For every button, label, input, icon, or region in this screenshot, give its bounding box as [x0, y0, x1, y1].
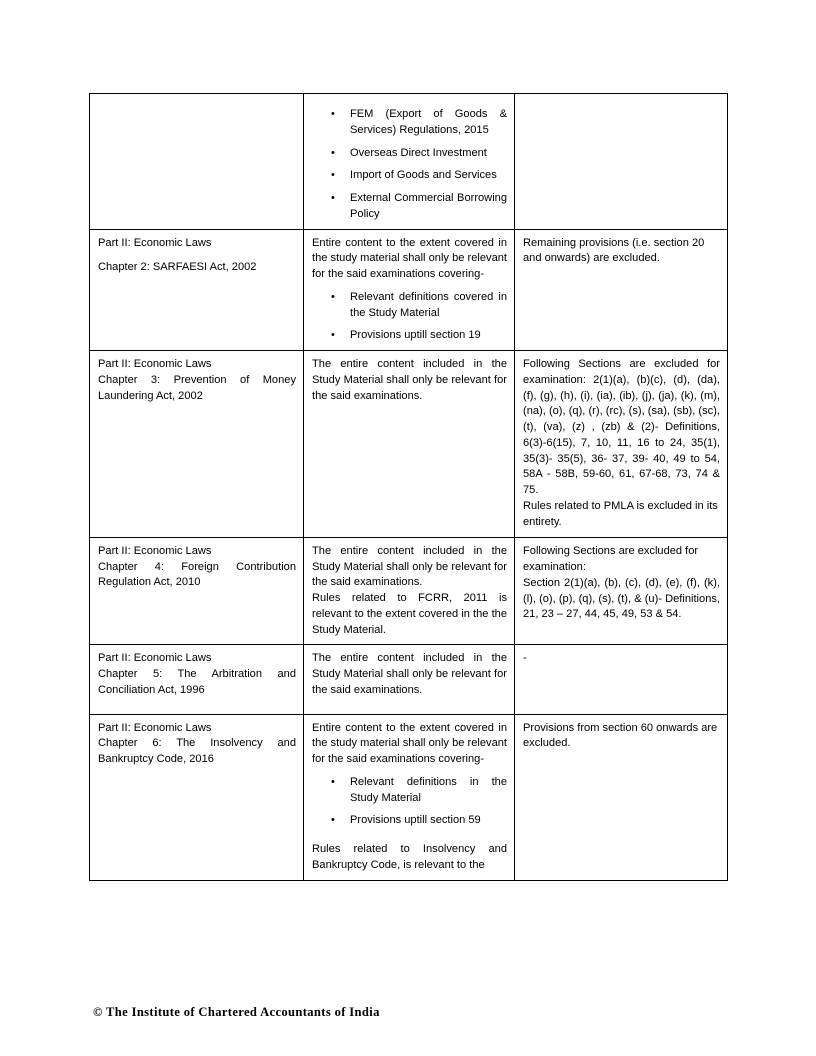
- cell-chapter: [90, 645, 304, 714]
- chapter-title: Chapter 4: Foreign Contribution Regulation Act, 2010: [98, 560, 296, 589]
- exclusion-text: Following Sections are excluded for examination: 2(1)(a), (b)(c), (d), (da), (f), (g), (h), (i), (ia), (ib), (j), (ja), (k), (m), (na), (o), (q), (r), (rc), (s), (sa), (sb), (sc), (t), (va), (z) , (zb) & (2)- Definitions, 6(3)-6(15), 7, 10, 11, 16 to 24, 35(1), 35(3)- 35(5), 36- 37, 39- 40, 49 to 54, 58A - 58B, 59-60, 61, 67-68, 73, 74 & 75.: [523, 358, 720, 496]
- cell-chapter: [90, 537, 304, 645]
- chapter-part-label: Part II: Economic Laws: [98, 358, 212, 370]
- list-item-label: External Commercial Borrowing Policy: [350, 192, 507, 220]
- exclusion-text: Rules related to PMLA is excluded in its entirety.: [523, 500, 718, 528]
- cell-coverage: [304, 537, 515, 645]
- coverage-intro: Entire content to the extent covered in the study material shall only be relevant for the said examinations covering-: [312, 236, 507, 280]
- chapter-part-label: Part II: Economic Laws: [98, 236, 212, 249]
- exclusion-heading: Following Sections are excluded for examination:: [523, 544, 699, 573]
- exclusion-text: Remaining provisions (i.e. section 20 and onwards) are excluded.: [523, 236, 705, 265]
- list-item: [312, 107, 507, 139]
- cell-chapter: [90, 351, 304, 538]
- bullet-icon: •: [331, 192, 335, 204]
- table-row: [90, 537, 728, 645]
- coverage-rules: Rules related to Insolvency and Bankruptcy Code, is relevant to the: [312, 843, 507, 871]
- cell-exclusion: [515, 229, 728, 351]
- coverage-intro: The entire content included in the Study Material shall only be relevant for the said examinations.: [312, 544, 507, 589]
- coverage-rules: Rules related to FCRR, 2011 is relevant to the extent covered in the the Study Material.: [312, 592, 507, 636]
- list-item: [312, 328, 507, 344]
- chapter-part-label: Part II: Economic Laws: [98, 721, 212, 734]
- coverage-bullet-list: [312, 775, 507, 829]
- chapter-title: Chapter 5: The Arbitration and Conciliation Act, 1996: [98, 668, 296, 696]
- list-item-label: FEM (Export of Goods & Services) Regulations, 2015: [350, 108, 507, 136]
- list-item-label: Relevant definitions in the Study Material: [350, 775, 507, 804]
- coverage-intro: The entire content included in the Study Material shall only be relevant for the said examinations.: [312, 652, 507, 696]
- exclusion-text: Provisions from section 60 onwards are excluded.: [523, 721, 718, 750]
- chapter-title: Chapter 6: The Insolvency and Bankruptcy Code, 2016: [98, 737, 296, 765]
- bullet-icon: •: [331, 329, 335, 342]
- cell-coverage: [304, 645, 515, 714]
- table-body: [90, 94, 728, 881]
- list-item: [312, 813, 507, 829]
- cell-chapter: [90, 94, 304, 230]
- bullet-icon: •: [331, 814, 335, 827]
- chapter-part-label: Part II: Economic Laws: [98, 652, 212, 665]
- coverage-intro: The entire content included in the Study Material shall only be relevant for the said examinations.: [312, 358, 507, 402]
- cell-exclusion: [515, 351, 728, 538]
- list-item: [312, 168, 507, 184]
- chapter-title: Chapter 2: SARFAESI Act, 2002: [98, 261, 257, 274]
- syllabus-exclusions-table: [89, 93, 728, 881]
- bullet-icon: •: [331, 775, 335, 788]
- bullet-icon: •: [331, 146, 335, 159]
- coverage-bullet-list: [312, 107, 507, 223]
- bullet-icon: •: [331, 290, 335, 303]
- table-row: [90, 714, 728, 880]
- paragraph-spacer: [312, 829, 507, 842]
- bullet-icon: •: [331, 108, 335, 120]
- cell-coverage: [304, 229, 515, 351]
- cell-exclusion: [515, 645, 728, 714]
- cell-exclusion: [515, 537, 728, 645]
- list-item: [312, 290, 507, 322]
- list-item: [312, 775, 507, 807]
- chapter-part-label: Part II: Economic Laws: [98, 544, 212, 557]
- list-item-label: Relevant definitions covered in the Study Material: [350, 290, 507, 319]
- list-item: [312, 146, 507, 162]
- cell-chapter: [90, 714, 304, 880]
- bullet-icon: •: [331, 169, 335, 182]
- coverage-intro: Entire content to the extent covered in the study material shall only be relevant for the said examinations covering-: [312, 721, 507, 765]
- table-row: [90, 351, 728, 538]
- table-row: [90, 645, 728, 714]
- exclusion-text: -: [523, 652, 527, 665]
- table-row: [90, 229, 728, 351]
- cell-exclusion: [515, 94, 728, 230]
- cell-chapter: [90, 229, 304, 351]
- cell-coverage: [304, 94, 515, 230]
- chapter-title: Chapter 3: Prevention of Money Laundering Act, 2002: [98, 373, 296, 402]
- list-item-label: Provisions uptill section 59: [350, 814, 481, 827]
- coverage-bullet-list: [312, 290, 507, 344]
- exclusion-text: Section 2(1)(a), (b), (c), (d), (e), (f), (k), (l), (o), (p), (q), (s), (t), & (u)- Definitions, 21, 23 – 27, 44, 45, 49, 53 & 54.: [523, 576, 720, 621]
- cell-coverage: [304, 714, 515, 880]
- cell-coverage: [304, 351, 515, 538]
- list-item-label: Import of Goods and Services: [350, 169, 497, 182]
- table-row: [90, 94, 728, 230]
- list-item-label: Overseas Direct Investment: [350, 146, 487, 159]
- cell-exclusion: [515, 714, 728, 880]
- list-item: [312, 191, 507, 223]
- page-footer-copyright: © The Institute of Chartered Accountants of India: [93, 1005, 380, 1019]
- list-item-label: Provisions uptill section 19: [350, 329, 481, 342]
